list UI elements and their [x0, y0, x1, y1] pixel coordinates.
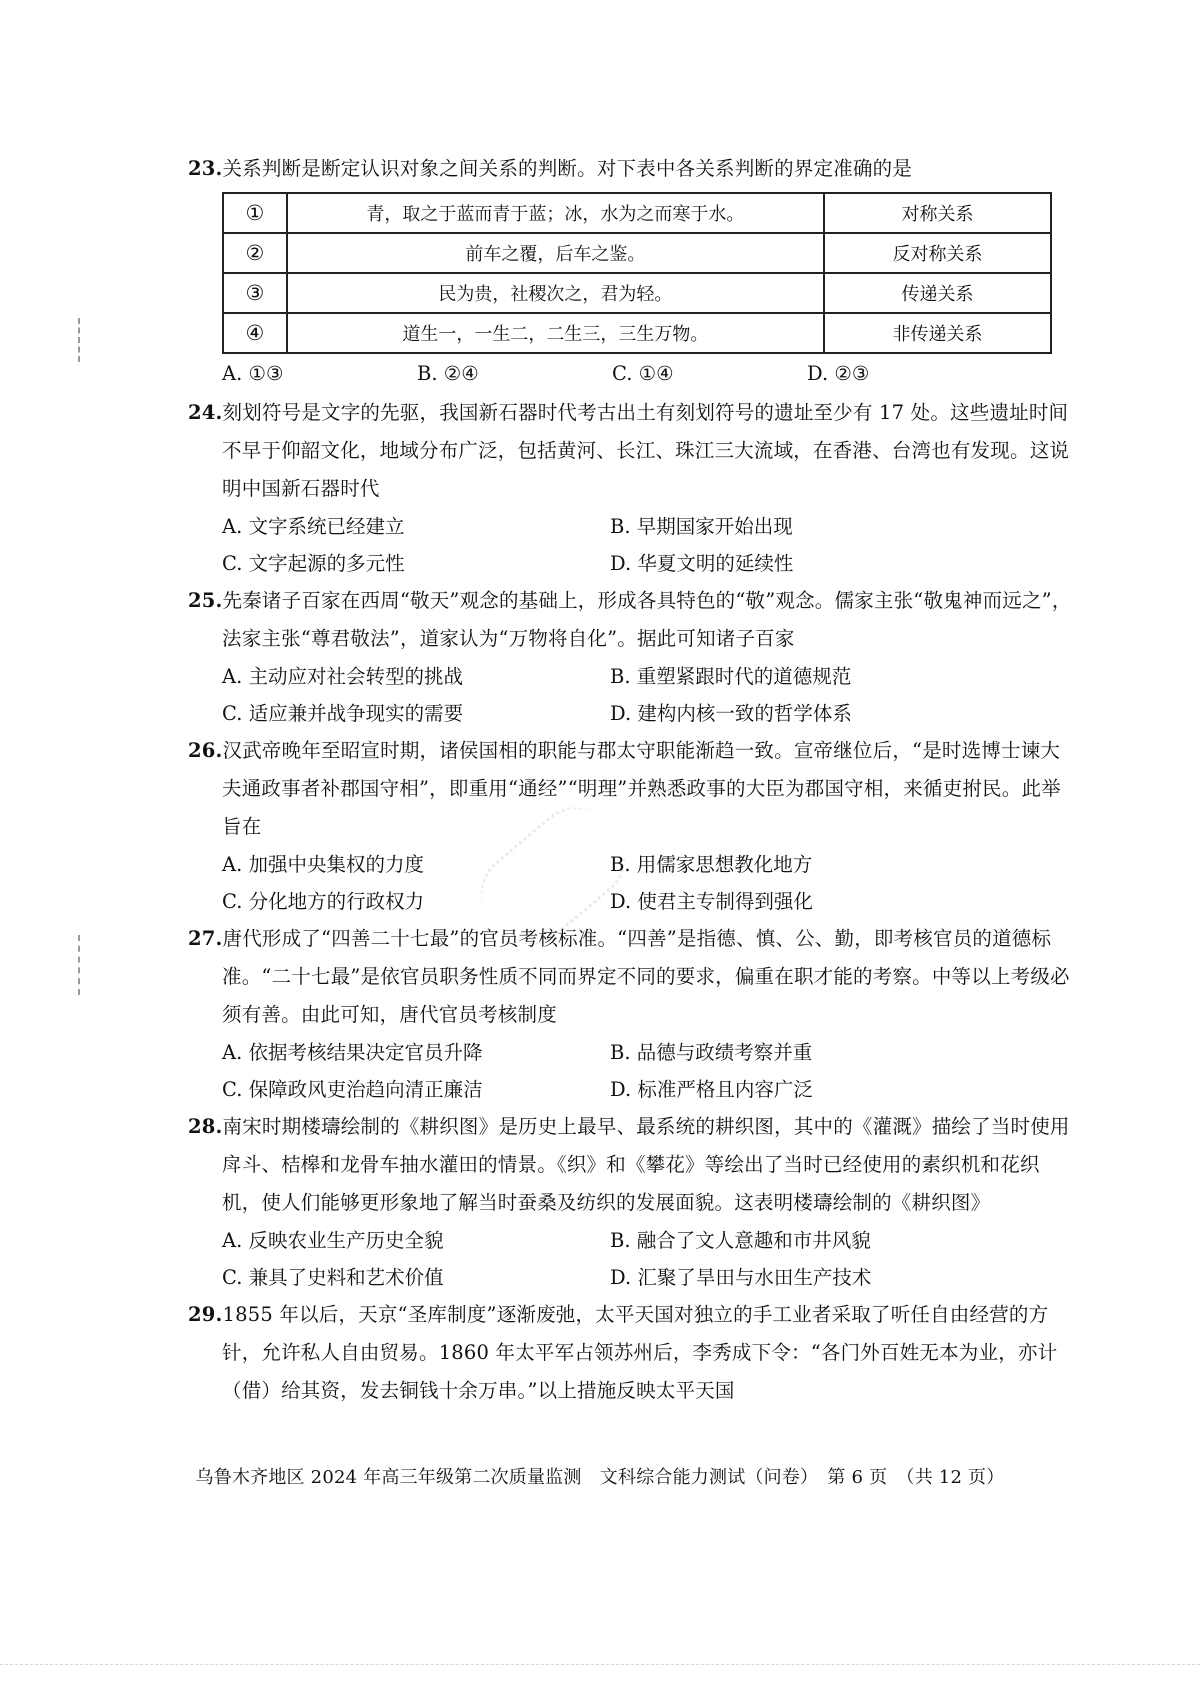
answer-options [188, 354, 1078, 394]
answer-options [188, 508, 1078, 582]
row-number: ③ [223, 273, 287, 313]
option-a: A. 依据考核结果决定官员升降 [222, 1041, 483, 1064]
question-stem: 关系判断是断定认识对象之间关系的判断。对下表中各关系判断的界定准确的是 [222, 157, 913, 180]
table-row [223, 313, 1051, 353]
answer-options [188, 1034, 1078, 1108]
question-stem: 唐代形成了“四善二十七最”的官员考核标准。“四善”是指德、慎、公、勤，即考核官员的道德标准。“二十七最”是依官员职务性质不同而界定不同的要求，偏重在职才能的考察。中等以上考级必须有善。由此可知，唐代官员考核制度 [222, 927, 1070, 1026]
option-d: D. ②③ [807, 362, 870, 385]
row-number: ④ [223, 313, 287, 353]
option-c: C. 保障政风吏治趋向清正廉洁 [222, 1078, 483, 1101]
option-a: A. 主动应对社会转型的挑战 [222, 665, 463, 688]
table-row [223, 233, 1051, 273]
option-a: A. 加强中央集权的力度 [222, 853, 424, 876]
row-relation-type: 对称关系 [824, 193, 1051, 233]
option-c: C. 文字起源的多元性 [222, 552, 405, 575]
question-28 [188, 1108, 1078, 1296]
row-relation-type: 非传递关系 [824, 313, 1051, 353]
scan-edge-line [0, 1664, 1200, 1665]
row-text: 民为贵，社稷次之，君为轻。 [287, 273, 824, 313]
option-d: D. 标准严格且内容广泛 [610, 1078, 813, 1101]
question-stem: 汉武帝晚年至昭宣时期，诸侯国相的职能与郡太守职能渐趋一致。宣帝继位后，“是时选博士谏大夫通政事者补郡国守相”，即重用“通经”“明理”并熟悉政事的大臣为郡国守相，来循吏拊民。此举旨在 [222, 739, 1061, 838]
question-number: 28. [188, 1115, 223, 1138]
row-text: 前车之覆，后车之鉴。 [287, 233, 824, 273]
question-25 [188, 582, 1078, 732]
questions-area [188, 150, 1078, 1410]
question-stem: 1855 年以后，天京“圣库制度”逐渐废弛，太平天国对独立的手工业者采取了听任自由经营的方针，允许私人自由贸易。1860 年太平军占领苏州后，李秀成下令：“各门外百姓无本为业，亦计（借）给其资，发去铜钱十余万串。”以上措施反映太平天国 [222, 1303, 1058, 1402]
answer-options [188, 658, 1078, 732]
option-a: A. ①③ [222, 362, 284, 385]
relation-table [222, 192, 1052, 354]
option-b: B. 用儒家思想教化地方 [610, 853, 813, 876]
option-b: B. 品德与政绩考察并重 [610, 1041, 813, 1064]
question-number: 25. [188, 589, 223, 612]
question-number: 23. [188, 157, 223, 180]
question-24 [188, 394, 1078, 582]
option-d: D. 使君主专制得到强化 [610, 890, 813, 913]
question-27 [188, 920, 1078, 1108]
row-number: ② [223, 233, 287, 273]
option-b: B. ②④ [417, 362, 479, 385]
question-29 [188, 1296, 1078, 1410]
option-d: D. 汇聚了旱田与水田生产技术 [610, 1266, 872, 1289]
page-footer: 乌鲁木齐地区 2024 年高三年级第二次质量监测 文科综合能力测试（问卷） 第 6 页 （共 12 页） [195, 1467, 1005, 1488]
question-23 [188, 150, 1078, 394]
binding-margin-mark [78, 318, 82, 362]
question-26 [188, 732, 1078, 920]
question-number: 27. [188, 927, 223, 950]
question-stem: 南宋时期楼璹绘制的《耕织图》是历史上最早、最系统的耕织图，其中的《灌溉》描绘了当时使用戽斗、桔槔和龙骨车抽水灌田的情景。《织》和《攀花》等绘出了当时已经使用的素织机和花织机，使人们能够更形象地了解当时蚕桑及纺织的发展面貌。这表明楼璹绘制的《耕织图》 [222, 1115, 1070, 1214]
row-text: 道生一，一生二，二生三，三生万物。 [287, 313, 824, 353]
row-text: 青，取之于蓝而青于蓝；冰，水为之而寒于水。 [287, 193, 824, 233]
option-b: B. 早期国家开始出现 [610, 515, 793, 538]
option-a: A. 文字系统已经建立 [222, 515, 405, 538]
answer-options [188, 1222, 1078, 1296]
question-number: 24. [188, 401, 223, 424]
binding-margin-mark [78, 935, 82, 995]
table-row [223, 193, 1051, 233]
table-row [223, 273, 1051, 313]
option-d: D. 华夏文明的延续性 [610, 552, 794, 575]
question-number: 26. [188, 739, 223, 762]
option-c: C. ①④ [612, 362, 674, 385]
option-b: B. 重塑紧跟时代的道德规范 [610, 665, 852, 688]
question-stem: 刻划符号是文字的先驱，我国新石器时代考古出土有刻划符号的遗址至少有 17 处。这些遗址时间不早于仰韶文化，地域分布广泛，包括黄河、长江、珠江三大流域，在香港、台湾也有发现。这说明中国新石器时代 [222, 401, 1070, 500]
question-number: 29. [188, 1303, 223, 1326]
question-stem: 先秦诸子百家在西周“敬天”观念的基础上，形成各具特色的“敬”观念。儒家主张“敬鬼神而远之”，法家主张“尊君敬法”，道家认为“万物将自化”。据此可知诸子百家 [222, 589, 1072, 650]
option-c: C. 分化地方的行政权力 [222, 890, 425, 913]
row-relation-type: 传递关系 [824, 273, 1051, 313]
option-a: A. 反映农业生产历史全貌 [222, 1229, 444, 1252]
option-d: D. 建构内核一致的哲学体系 [610, 702, 852, 725]
answer-options [188, 846, 1078, 920]
row-number: ① [223, 193, 287, 233]
option-c: C. 适应兼并战争现实的需要 [222, 702, 464, 725]
row-relation-type: 反对称关系 [824, 233, 1051, 273]
option-b: B. 融合了文人意趣和市井风貌 [610, 1229, 871, 1252]
option-c: C. 兼具了史料和艺术价值 [222, 1266, 444, 1289]
